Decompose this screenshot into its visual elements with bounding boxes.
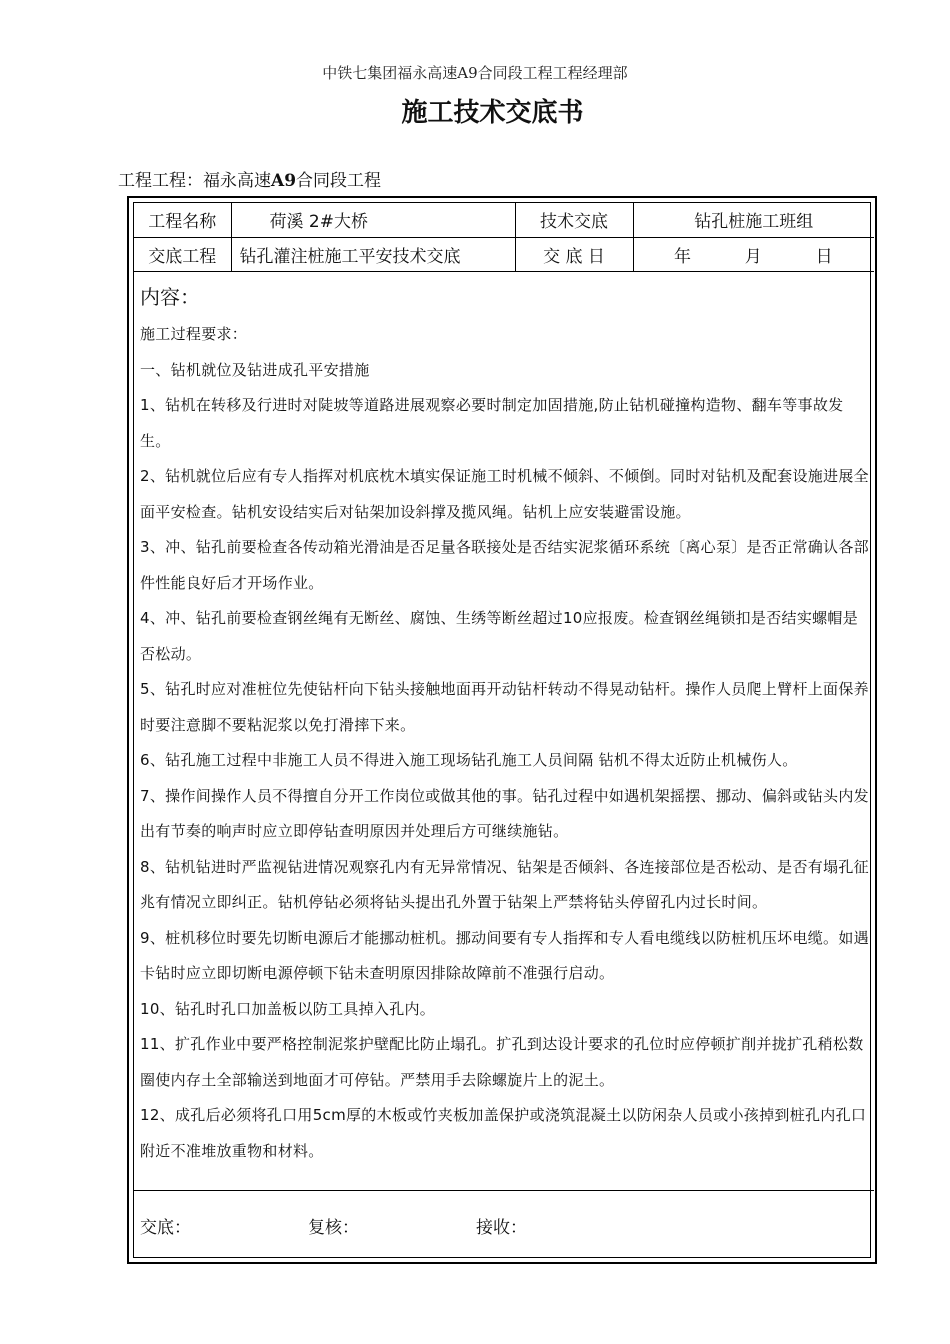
content-heading: 内容： (140, 285, 200, 309)
project-line (118, 166, 381, 191)
content-paragraph: 一、钻机就位及钻进成孔平安措施 (140, 360, 370, 379)
document-frame (127, 196, 877, 1264)
document-inner-frame (133, 202, 871, 1258)
content-paragraph: 1、钻机在转移及行进时对陡坡等道路进展观察必要时制定加固措施,防止钻机碰撞构造物、翻车等事故发生。 (140, 396, 844, 450)
project-value-code: A9 (271, 171, 297, 191)
content-paragraph: 3、冲、钻孔前要检查各传动箱光滑油是否足量各联接处是否结实泥浆循环系统〔离心泵〕是否正常确认各部件性能良好后才开场作业。 (140, 538, 869, 592)
info-row-2 (134, 237, 874, 271)
date-day: 日 (815, 246, 834, 267)
project-label: 工程工程： (118, 171, 203, 191)
project-value-prefix: 福永高速 (203, 171, 271, 191)
organization-header: 中铁七集团福永高速A9合同段工程工程经理部 (322, 64, 628, 82)
handover-date-label: 交 底 日 (515, 237, 633, 271)
content-paragraph: 7、操作间操作人员不得擅自分开工作岗位或做其他的事。钻孔过程中如遇机架摇摆、挪动、偏斜或钻头内发出有节奏的响声时应立即停钻查明原因并处理后方可继续施钻。 (140, 786, 869, 840)
handover-signature-label: 交底： (140, 1218, 191, 1238)
team-value: 钻孔桩施工班组 (633, 203, 874, 237)
content-paragraph: 10、钻孔时孔口加盖板以防工具掉入孔内。 (140, 999, 436, 1018)
content-paragraph: 5、钻孔时应对准桩位先使钻杆向下钻头接触地面再开动钻杆转动不得晃动钻杆。操作人员爬上臂杆上面保养时要注意脚不要粘泥浆以免打滑摔下来。 (140, 680, 869, 734)
handover-project-value: 钻孔灌注桩施工平安技术交底 (231, 237, 515, 271)
date-month: 月 (744, 246, 763, 267)
content-paragraph: 4、冲、钻孔前要检查钢丝绳有无断丝、腐蚀、生绣等断丝超过10应报废。检查钢丝绳锁扣是否结实螺帽是否松动。 (140, 609, 859, 663)
document-title: 施工技术交底书 (401, 98, 584, 128)
content-paragraph: 11、扩孔作业中要严格控制泥浆护壁配比防止塌孔。扩孔到达设计要求的孔位时应停顿扩削并拢扩孔稍松数圈使内存土全部输送到地面才可停钻。严禁用手去除螺旋片上的泥土。 (140, 1035, 864, 1089)
content-paragraph: 6、钻孔施工过程中非施工人员不得进入施工现场钻孔施工人员间隔 钻机不得太近防止机械伤人。 (140, 751, 798, 769)
content-paragraph: 施工过程要求： (140, 325, 248, 343)
project-name-value: 荷溪 2#大桥 (231, 203, 515, 237)
receive-signature-label: 接收： (476, 1218, 527, 1238)
tech-handover-label: 技术交底 (515, 203, 633, 237)
date-year: 年 (673, 246, 692, 267)
content-paragraph: 9、桩机移位时要先切断电源后才能挪动桩机。挪动间要有专人指挥和专人看电缆线以防桩机压坏电缆。如遇卡钻时应立即切断电源停顿下钻未查明原因排除故障前不准强行启动。 (140, 928, 869, 982)
content-paragraph: 8、钻机钻进时严监视钻进情况观察孔内有无异常情况、钻架是否倾斜、各连接部位是否松动、是否有塌孔征兆有情况立即纠正。钻机停钻必须将钻头提出孔外置于钻架上严禁将钻头停留孔内过长时间。 (140, 857, 869, 911)
signature-row (134, 1190, 874, 1257)
info-table (134, 203, 874, 272)
handover-project-label: 交底工程 (134, 237, 231, 271)
project-value-suffix: 合同段工程 (296, 171, 382, 191)
info-row-1 (134, 203, 874, 237)
content-paragraph: 2、钻机就位后应有专人指挥对机底枕木填实保证施工时机械不倾斜、不倾倒。同时对钻机及配套设施进展全面平安检查。钻机安设结实后对钻架加设斜撑及揽风绳。钻机上应安装避雷设施。 (140, 467, 869, 521)
project-name-label: 工程名称 (134, 203, 231, 237)
review-signature-label: 复核： (308, 1218, 359, 1238)
handover-date-value (633, 237, 874, 271)
content-section (140, 281, 870, 1169)
content-paragraph: 12、成孔后必须将孔口用5cm厚的木板或竹夹板加盖保护或浇筑混凝土以防闲杂人员或小孩掉到桩孔内孔口附近不准堆放重物和材料。 (140, 1106, 867, 1160)
